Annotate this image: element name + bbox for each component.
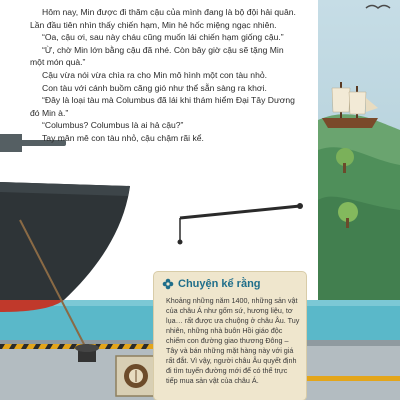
bollard (75, 344, 99, 362)
story-sidebar-box (154, 272, 306, 400)
story-paragraph: Con tàu với cánh buồm căng gió như thể sẵn sàng ra khơi. (42, 82, 267, 93)
seagull-icon (366, 6, 390, 9)
story-paragraph: “Ừ, chờ Min lớn bằng cậu đã nhé. Còn bây giờ cậu sẽ tặng Min một món quà.” (30, 44, 284, 68)
sidebar-header (162, 278, 261, 290)
story-paragraph: “Đây là loại tàu mà Columbus đã lái khi thám hiểm Đại Tây Dương đó Min à.” (30, 95, 295, 118)
story-paragraph: Hôm nay, Min được đi thăm cậu của mình đang là bộ đội hải quân. Lần đầu tiên nhìn thấy chiến hạm, Min hẻ hốc miệng ngạc nhiên. (30, 7, 296, 30)
sailing-ship-illustration (322, 82, 378, 128)
compass-crate (116, 356, 156, 396)
story-paragraph: “Columbus? Columbus là ai hả cậu?” (42, 120, 184, 131)
sidebar-body: Khoảng những năm 1400, những sản vật của châu Á như gốm sứ, hương liệu, tơ lụa… rất được ưa chuộng ở châu Âu. Tuy nhiên, những nhà buôn Hồi giáo độc chiếm con đường giao thương Đông – Tây và bán những mặt hàng này với giá rất đắt. Vì vậy, người châu Âu quyết định đi tìm tuyến đường mới để có thể trực tiếp mua sản vật của châu Á. (166, 296, 300, 385)
flower-ornament-icon (162, 278, 174, 290)
warship-hull (0, 182, 130, 300)
sidebar-title: Chuyện kể rằng (178, 278, 261, 290)
story-paragraph: Cậu vừa nói vừa chìa ra cho Min mô hình một con tàu nhỏ. (42, 69, 268, 80)
crane-arm (178, 203, 304, 245)
story-text (30, 6, 298, 145)
story-paragraph: “Oa, cậu ơi, sau này cháu cũng muốn lái chiến hạm giống cậu.” (42, 32, 284, 43)
story-paragraph: Tay mân mê con tàu nhỏ, cậu chậm rãi kể. (42, 132, 204, 143)
